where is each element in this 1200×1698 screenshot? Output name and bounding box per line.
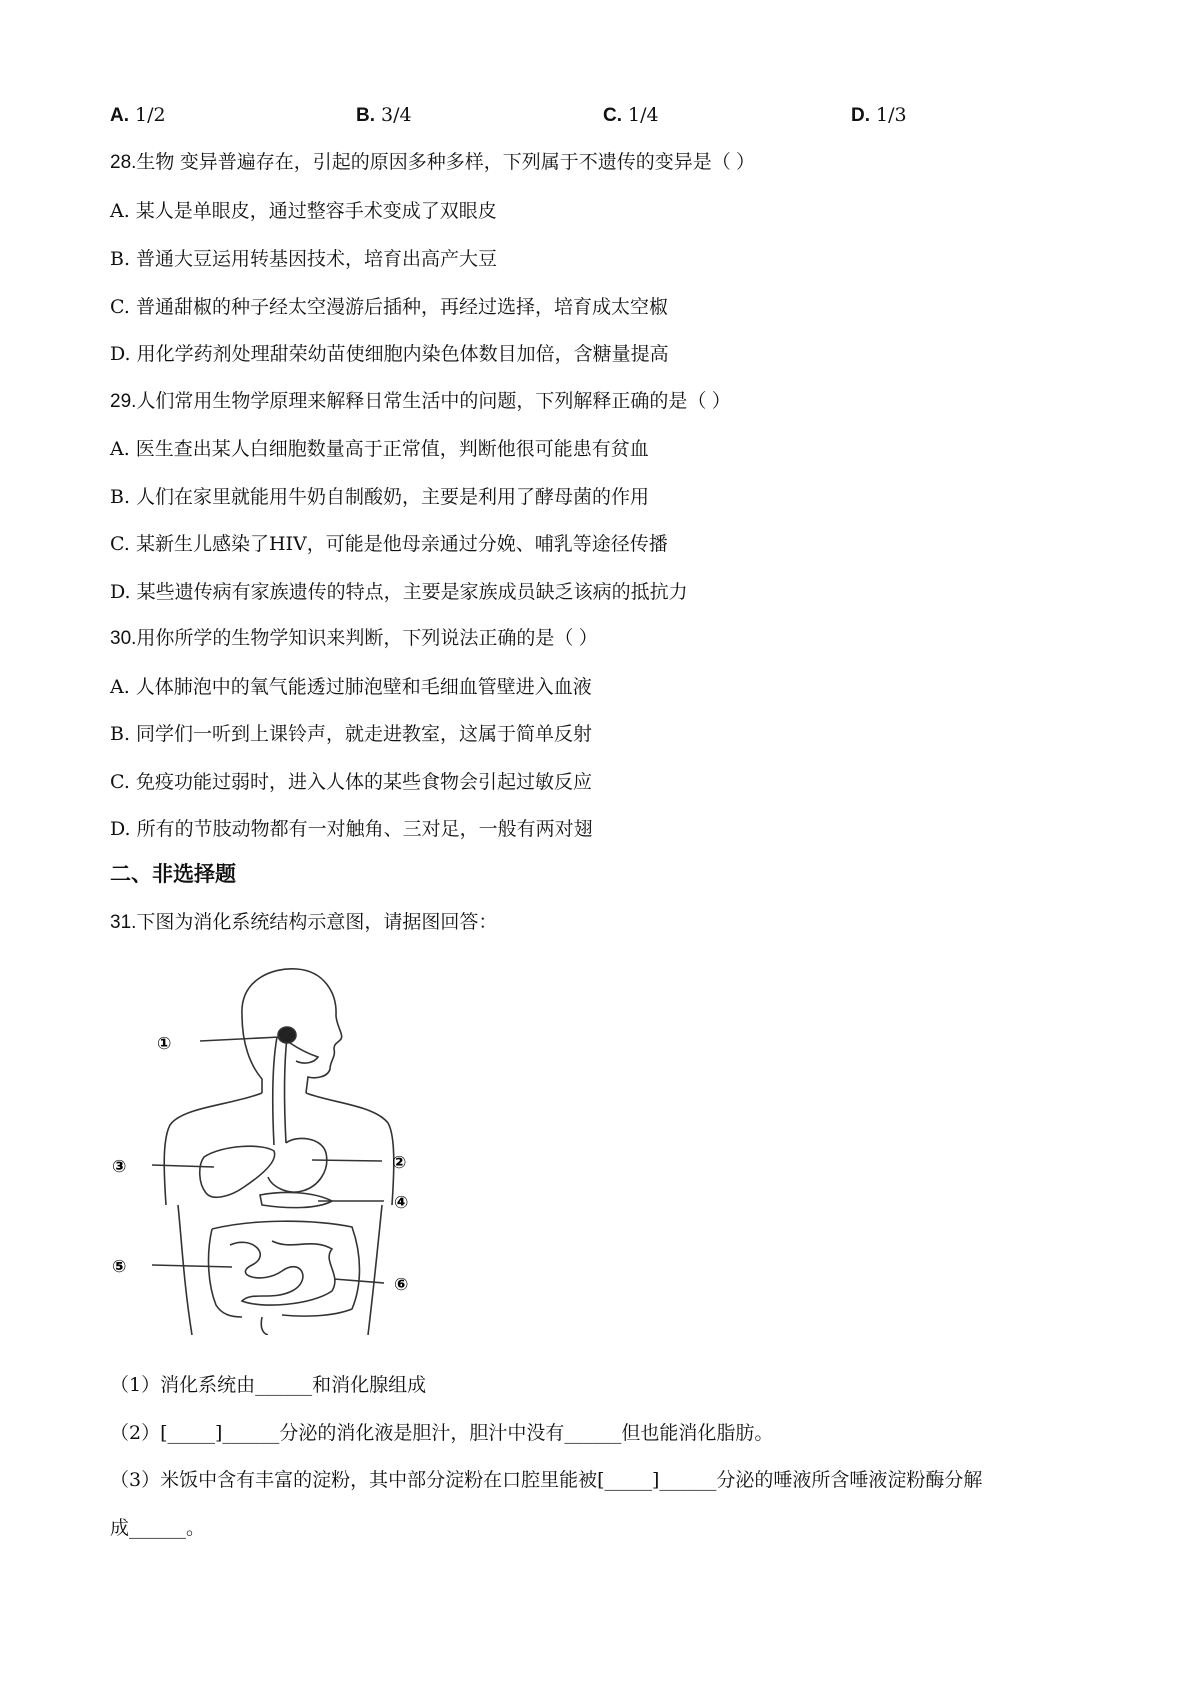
q30-stem: 30.用你所学的生物学知识来判断，下列说法正确的是（ ） [110,628,598,649]
q28-stem: 28.生物 变异普遍存在，引起的原因多种多样，下列属于不遗传的变异是（ ） [110,152,755,173]
label-3: ③ [112,1157,127,1177]
q31-sub3-line2: 成______。 [110,1517,206,1539]
q29-option-a: A. 医生查出某人白细胞数量高于正常值，判断他很可能患有贫血 [110,438,649,460]
q29-option-c: C. 某新生儿感染了HIV，可能是他母亲通过分娩、哺乳等途径传播 [110,533,668,555]
q30-option-b: B. 同学们一听到上课铃声，就走进教室，这属于简单反射 [110,723,593,745]
q28-option-c: C. 普通甜椒的种子经太空漫游后插种，再经过选择，培育成太空椒 [110,296,668,318]
q27-option-b: B. 3/4 [356,104,412,126]
q27-options [110,104,1110,130]
digestive-system-diagram [112,965,472,1335]
section-heading: 二、非选择题 [110,863,236,886]
label-5: ⑤ [112,1257,127,1277]
q29-option-b: B. 人们在家里就能用牛奶自制酸奶，主要是利用了酵母菌的作用 [110,486,650,508]
digestive-system-figure [112,965,472,1335]
q31-sub3-line1: （3）米饭中含有丰富的淀粉，其中部分淀粉在口腔里能被[_____]______分泌的唾液所含唾液淀粉酶分解 [110,1469,983,1491]
q29-option-d: D. 某些遗传病有家族遗传的特点，主要是家族成员缺乏该病的抵抗力 [110,581,688,603]
q31-sub1: （1）消化系统由______和消化腺组成 [110,1374,427,1396]
q28-option-d: D. 用化学药剂处理甜荣幼苗使细胞内染色体数目加倍，含糖量提高 [110,343,669,365]
q27-option-c: C. 1/4 [603,104,659,126]
q27-option-a: A. 1/2 [110,104,166,126]
q29-stem: 29.人们常用生物学原理来解释日常生活中的问题，下列解释正确的是（ ） [110,391,731,412]
q31-sub2: （2）[_____]______分泌的消化液是胆汁，胆汁中没有______但也能消化脂肪。 [110,1422,774,1444]
label-6: ⑥ [394,1275,409,1295]
label-2: ② [392,1153,407,1173]
q28-option-b: B. 普通大豆运用转基因技术，培育出高产大豆 [110,248,498,270]
q30-option-a: A. 人体肺泡中的氧气能透过肺泡壁和毛细血管壁进入血液 [110,676,592,698]
label-1: ① [157,1034,172,1054]
q28-option-a: A. 某人是单眼皮，通过整容手术变成了双眼皮 [110,200,497,222]
q27-option-d: D. 1/3 [851,104,907,126]
q31-stem: 31.下图为消化系统结构示意图，请据图回答： [110,912,498,933]
q30-option-d: D. 所有的节肢动物都有一对触角、三对足，一般有两对翅 [110,818,593,840]
label-4: ④ [394,1193,409,1213]
q30-option-c: C. 免疫功能过弱时，进入人体的某些食物会引起过敏反应 [110,771,592,793]
